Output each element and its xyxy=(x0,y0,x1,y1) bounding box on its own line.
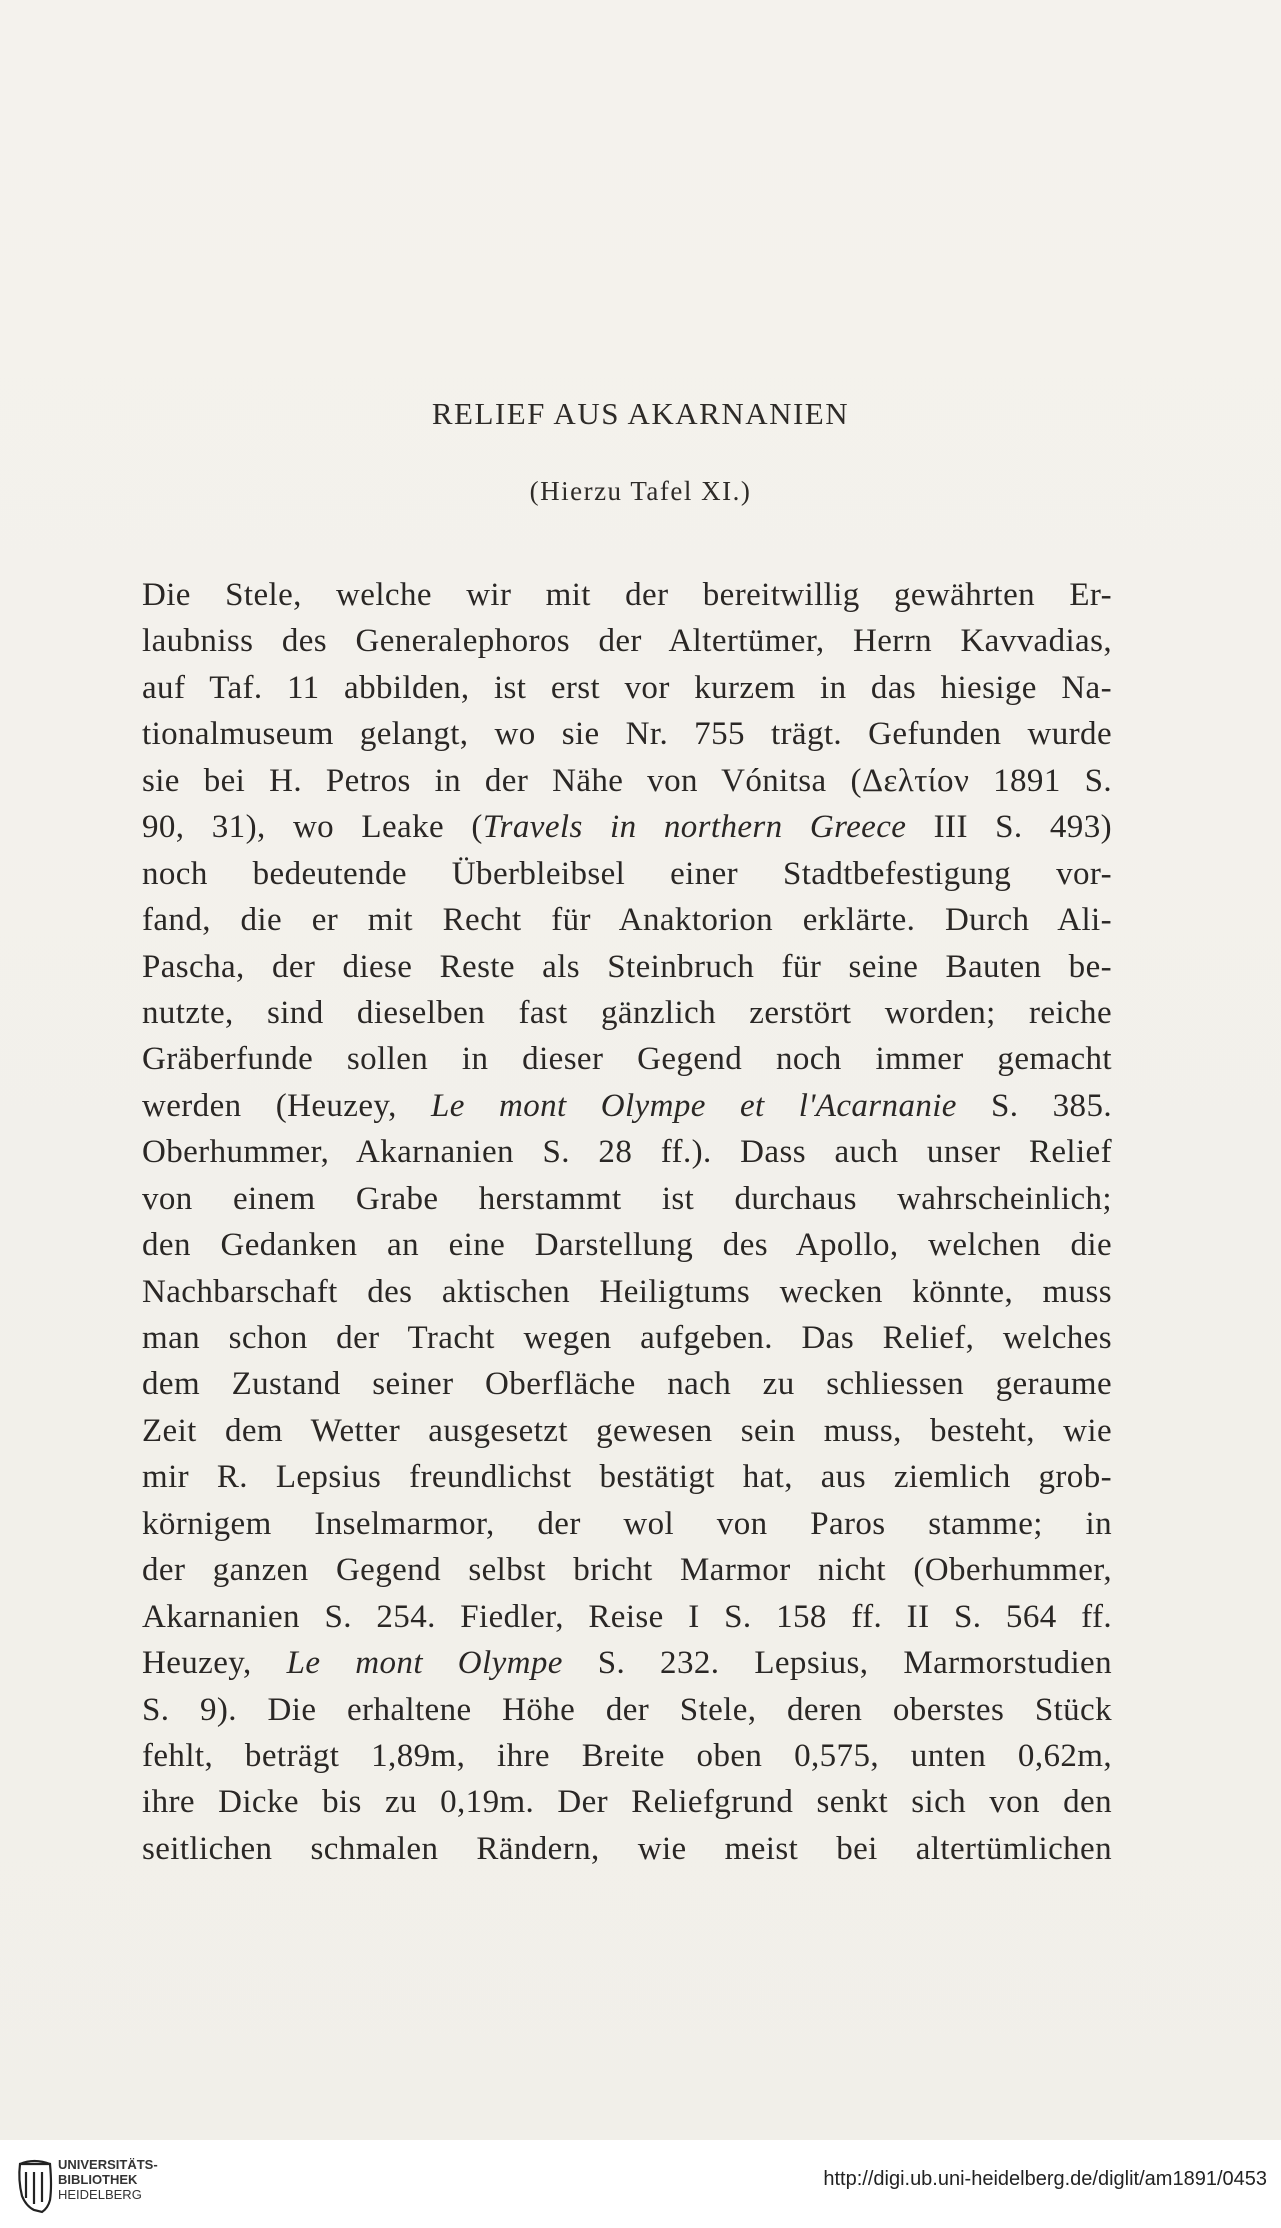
library-name xyxy=(58,2157,158,2202)
text-line: man schon der Tracht wegen aufgeben. Das Relief, welches xyxy=(142,1320,1112,1356)
text-line: 90, 31), wo Leake (Travels in northern Greece III S. 493) xyxy=(142,809,1112,846)
plate-reference: (Hierzu Tafel XI.) xyxy=(529,476,752,506)
text-line: laubniss des Generalephoros der Altertümer, Herrn Kavvadias, xyxy=(142,623,1112,660)
text-line: den Gedanken an eine Darstellung des Apollo, welchen die xyxy=(142,1227,1112,1264)
text-line: werden (Heuzey, Le mont Olympe et l'Acarnanie S. 385. xyxy=(142,1087,1112,1124)
text-line: Die Stele, welche wir mit der bereitwillig gewährten Er- xyxy=(142,577,1112,613)
text-line: dem Zustand seiner Oberfläche nach zu schliessen geraume xyxy=(142,1366,1112,1403)
text-line: fand, die er mit Recht für Anaktorion erklärte. Durch Ali- xyxy=(142,902,1112,939)
text-line: Nachbarschaft des aktischen Heiligtums wecken könnte, muss xyxy=(142,1273,1112,1310)
text-line: sie bei H. Petros in der Nähe von Vónitsa (Δελτίον 1891 S. xyxy=(142,762,1112,799)
text-line: mir R. Lepsius freundlichst bestätigt hat, aus ziemlich grob- xyxy=(142,1459,1112,1496)
text-line: Gräberfunde sollen in dieser Gegend noch immer gemacht xyxy=(142,1041,1112,1078)
text-line: Heuzey, Le mont Olympe S. 232. Lepsius, Marmorstudien xyxy=(142,1645,1112,1682)
text-line: fehlt, beträgt 1,89m, ihre Breite oben 0,575, unten 0,62m, xyxy=(142,1737,1112,1774)
text-line: tionalmuseum gelangt, wo sie Nr. 755 trägt. Gefunden wurde xyxy=(142,716,1112,753)
source-url[interactable]: http://digi.ub.uni-heidelberg.de/diglit/am1891/0453 xyxy=(823,2168,1267,2190)
text-line: der ganzen Gegend selbst bricht Marmor nicht (Oberhummer, xyxy=(142,1552,1112,1589)
text-line: S. 9). Die erhaltene Höhe der Stele, deren oberstes Stück xyxy=(142,1691,1112,1728)
text-line: Oberhummer, Akarnanien S. 28 ff.). Dass auch unser Relief xyxy=(142,1134,1112,1171)
library-name-line2: BIBLIOTHEK xyxy=(58,2172,138,2187)
text-line: von einem Grabe herstammt ist durchaus wahrscheinlich; xyxy=(142,1180,1112,1217)
text-line: Zeit dem Wetter ausgesetzt gewesen sein muss, besteht, wie xyxy=(142,1412,1112,1449)
library-name-line3: HEIDELBERG xyxy=(58,2187,142,2202)
article-title: RELIEF AUS AKARNANIEN xyxy=(431,396,850,431)
body-text xyxy=(142,572,1112,1872)
text-line: auf Taf. 11 abbilden, ist erst vor kurzem in das hiesige Na- xyxy=(142,669,1112,706)
text-line: Akarnanien S. 254. Fiedler, Reise I S. 158 ff. II S. 564 ff. xyxy=(142,1598,1112,1635)
text-line: ihre Dicke bis zu 0,19m. Der Reliefgrund senkt sich von den xyxy=(142,1784,1112,1821)
text-line: nutzte, sind dieselben fast gänzlich zerstört worden; reiche xyxy=(142,994,1112,1031)
text-line: körnigem Inselmarmor, der wol von Paros stamme; in xyxy=(142,1505,1112,1542)
text-line: noch bedeutende Überbleibsel einer Stadtbefestigung vor- xyxy=(142,855,1112,892)
text-line: seitlichen schmalen Rändern, wie meist bei altertümlichen xyxy=(142,1830,1112,1867)
text-line: Pascha, der diese Reste als Steinbruch für seine Bauten be- xyxy=(142,948,1112,985)
library-name-line1: UNIVERSITÄTS- xyxy=(58,2157,158,2172)
